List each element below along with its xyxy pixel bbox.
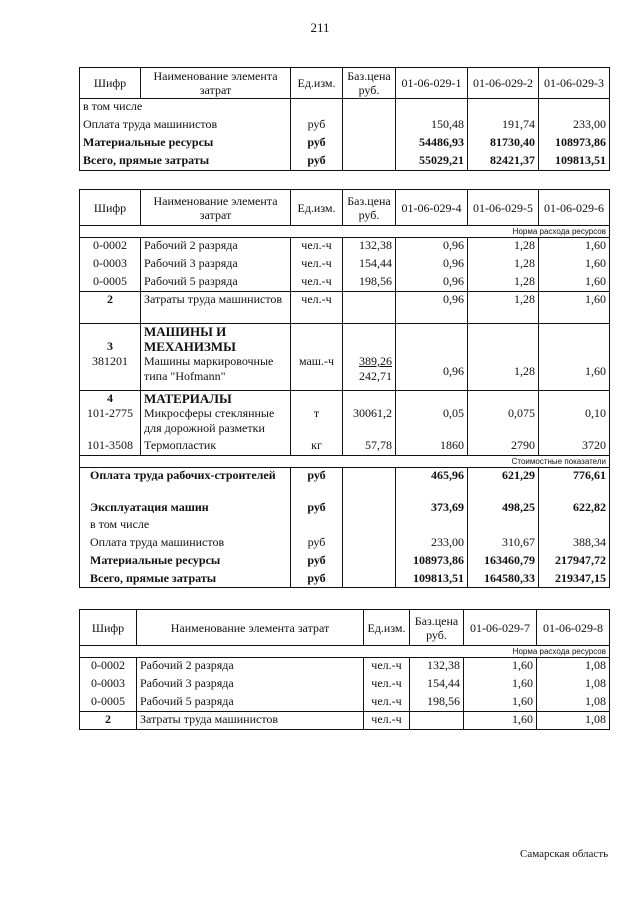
value-cell: 1,60 [539,274,610,292]
unit-cell: руб [291,117,343,135]
unit-cell: чел.-ч [364,712,410,730]
code-cell: 381201 [80,354,141,390]
value-cell: 498,25 [468,500,539,517]
price-wage-value: 242,71 [359,369,392,383]
table-row [80,712,610,730]
table-row [80,274,610,292]
value-cell: 0,96 [396,354,468,390]
unit-cell: чел.-ч [291,256,343,274]
unit-cell: чел.-ч [364,694,410,712]
section-note-row [80,456,610,468]
value-cell: 191,74 [468,117,539,135]
page-number: 211 [310,20,330,35]
code-cell: 0-0003 [80,676,137,694]
unit-cell: чел.-ч [291,238,343,256]
value-cell: 109813,51 [396,571,468,588]
name-cell: Затраты труда машинистов [137,712,364,730]
value-cell: 0,05 [396,406,468,438]
code-cell: 0-0005 [80,694,137,712]
section-row [80,324,610,355]
value-cell: 310,67 [468,535,539,553]
unit-cell: чел.-ч [364,658,410,676]
price-cell: 154,44 [343,256,396,274]
col-header-code: Шифр [80,190,141,226]
price-cell [343,354,396,390]
col-header-price: Баз.цена руб. [343,190,396,226]
row-label: Материальные ресурсы [80,135,291,153]
unit-cell: маш.-ч [291,354,343,390]
value-cell: 388,34 [539,535,610,553]
value-cell: 1,08 [537,694,610,712]
col-header-name: Наименование элемента затрат [141,68,291,99]
name-cell: Рабочий 3 разряда [137,676,364,694]
code-cell: 101-3508 [80,438,141,456]
value-cell: 373,69 [396,500,468,517]
code-cell: 0-0005 [80,274,141,292]
col-header-norm-8: 01-06-029-8 [537,610,610,646]
table-row [80,468,610,500]
name-cell: Микросферы стеклянные для дорожной разметки [141,406,291,438]
value-cell: 82421,37 [468,153,539,171]
row-label: Всего, прямые затраты [80,571,291,588]
code-cell: 101-2775 [80,406,141,438]
table-row [80,406,610,438]
table-row [80,354,610,390]
unit-cell: руб [291,500,343,517]
value-cell: 1,60 [539,238,610,256]
cost-table-3 [79,609,610,730]
value-cell: 1,08 [537,658,610,676]
value-cell: 1,08 [537,676,610,694]
col-header-unit: Ед.изм. [291,190,343,226]
name-cell: Рабочий 3 разряда [141,256,291,274]
col-header-norm-5: 01-06-029-5 [468,190,539,226]
col-header-unit: Ед.изм. [291,68,343,99]
norm-note: Норма расхода ресурсов [80,226,610,238]
price-cell: 30061,2 [343,406,396,438]
cost-note: Стоимостные показатели [80,456,610,468]
table-row [80,500,610,517]
value-cell: 2790 [468,438,539,456]
unit-cell: руб [291,468,343,500]
value-cell: 0,075 [468,406,539,438]
value-cell: 0,10 [539,406,610,438]
code-cell: 0-0002 [80,658,137,676]
unit-cell: руб [291,135,343,153]
value-cell: 150,48 [396,117,468,135]
cost-table-1 [79,67,610,171]
row-label: Материальные ресурсы [80,553,291,571]
col-header-norm-6: 01-06-029-6 [539,190,610,226]
value-cell: 0,96 [396,274,468,292]
table-row [80,438,610,456]
price-cell: 154,44 [410,676,464,694]
unit-cell: руб [291,571,343,588]
value-cell: 219347,15 [539,571,610,588]
unit-cell: чел.-ч [291,292,343,324]
col-header-norm-7: 01-06-029-7 [464,610,537,646]
name-cell: Рабочий 5 разряда [137,694,364,712]
value-cell: 1,28 [468,292,539,324]
value-cell: 1,60 [539,256,610,274]
row-label: Оплата труда машинистов [80,117,291,135]
code-cell: 0-0002 [80,238,141,256]
value-cell: 233,00 [396,535,468,553]
value-cell: 0,96 [396,256,468,274]
row-label: в том числе [80,99,291,117]
section-title: МАШИНЫ И МЕХАНИЗМЫ [141,324,291,355]
table-row [80,256,610,274]
value-cell: 1,28 [468,256,539,274]
col-header-unit: Ед.изм. [364,610,410,646]
value-cell: 164580,33 [468,571,539,588]
value-cell: 776,61 [539,468,610,500]
value-cell: 622,82 [539,500,610,517]
price-cell: 198,56 [410,694,464,712]
table-row [80,238,610,256]
value-cell: 0,96 [396,238,468,256]
value-cell: 1,60 [539,292,610,324]
unit-cell: чел.-ч [364,676,410,694]
unit-cell: чел.-ч [291,274,343,292]
table-header-row [80,610,610,646]
table-row [80,571,610,588]
col-header-code: Шифр [80,610,137,646]
value-cell: 1,60 [464,712,537,730]
unit-cell: руб [291,553,343,571]
value-cell: 1,60 [464,694,537,712]
code-cell: 3 [80,324,141,355]
value-cell: 1,08 [537,712,610,730]
col-header-price: Баз.цена руб. [343,68,396,99]
code-cell: 2 [80,292,141,324]
col-header-name: Наименование элемента затрат [137,610,364,646]
value-cell: 3720 [539,438,610,456]
footer-region: Самарская область [520,848,609,860]
unit-cell: руб [291,153,343,171]
value-cell: 108973,86 [396,553,468,571]
col-header-code: Шифр [80,68,141,99]
value-cell: 1,28 [468,238,539,256]
price-cell: 57,78 [343,438,396,456]
col-header-norm-4: 01-06-029-4 [396,190,468,226]
unit-cell: кг [291,438,343,456]
name-cell: Рабочий 2 разряда [141,238,291,256]
table-row [80,535,610,553]
table-row [80,658,610,676]
table-row [80,117,610,135]
section-note-row [80,226,610,238]
unit-cell: т [291,406,343,438]
price-value: 389,26 [359,354,392,368]
value-cell: 108973,86 [539,135,610,153]
table-header-row [80,190,610,226]
col-header-norm-3: 01-06-029-3 [539,68,610,99]
cost-table-2 [79,189,610,588]
row-label: Всего, прямые затраты [80,153,291,171]
col-header-norm-2: 01-06-029-2 [468,68,539,99]
table-row [80,99,610,117]
section-note-row [80,646,610,658]
value-cell: 621,29 [468,468,539,500]
table-row [80,292,610,324]
price-cell: 132,38 [343,238,396,256]
code-cell: 2 [80,712,137,730]
value-cell: 233,00 [539,117,610,135]
code-cell: 0-0003 [80,256,141,274]
value-cell: 1,60 [539,354,610,390]
row-label: Эксплуатация машин [80,500,291,517]
table-row [80,135,610,153]
code-cell: 4 [80,390,141,406]
section-title: МАТЕРИАЛЫ [141,390,291,406]
value-cell: 1,28 [468,354,539,390]
price-cell: 132,38 [410,658,464,676]
section-row [80,390,610,406]
table-row [80,676,610,694]
row-label: Оплата труда рабочих-строителей [80,468,291,500]
table-row [80,553,610,571]
value-cell: 55029,21 [396,153,468,171]
name-cell: Рабочий 2 разряда [137,658,364,676]
value-cell: 1,28 [468,274,539,292]
value-cell: 465,96 [396,468,468,500]
row-label: в том числе [80,517,291,535]
table-row [80,694,610,712]
value-cell: 0,96 [396,292,468,324]
table-row [80,517,610,535]
col-header-name: Наименование элемента затрат [141,190,291,226]
row-label: Оплата труда машинистов [80,535,291,553]
name-cell: Рабочий 5 разряда [141,274,291,292]
value-cell: 1,60 [464,658,537,676]
value-cell: 109813,51 [539,153,610,171]
value-cell: 1,60 [464,676,537,694]
col-header-price: Баз.цена руб. [410,610,464,646]
value-cell: 163460,79 [468,553,539,571]
name-cell: Термопластик [141,438,291,456]
value-cell: 217947,72 [539,553,610,571]
name-cell: Затраты труда машинистов [141,292,291,324]
col-header-norm-1: 01-06-029-1 [396,68,468,99]
norm-note: Норма расхода ресурсов [80,646,610,658]
table-row [80,153,610,171]
value-cell: 54486,93 [396,135,468,153]
value-cell: 81730,40 [468,135,539,153]
value-cell: 1860 [396,438,468,456]
unit-cell: руб [291,535,343,553]
name-cell: Машины маркировочные типа "Hofmann" [141,354,291,390]
table-header-row [80,68,610,99]
price-cell: 198,56 [343,274,396,292]
